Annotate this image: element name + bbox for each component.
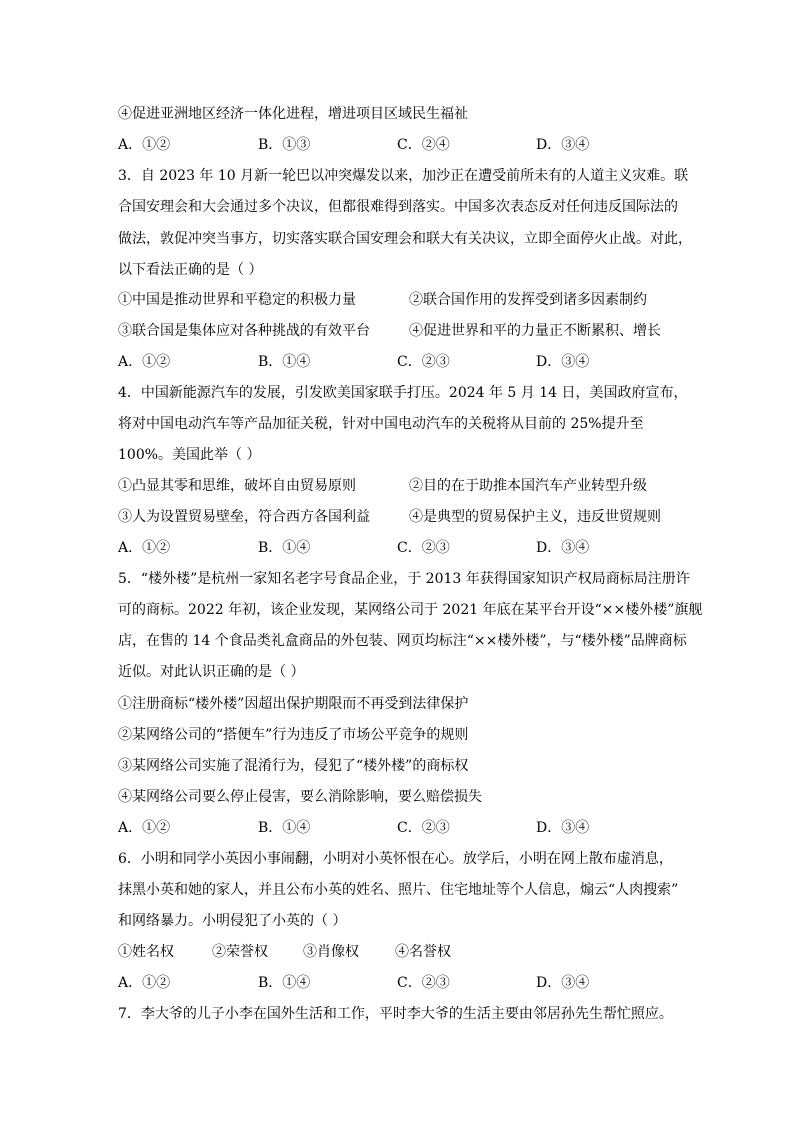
q4-item-2: ②目的在于助推本国汽车产业转型升级 xyxy=(409,478,647,494)
q6-item-4: ④名誉权 xyxy=(395,944,451,960)
q4-stem-line-1: 4．中国新能源汽车的发展，引发欧美国家联手打压。2024 年 5 月 14 日，美国政府宣布， xyxy=(118,385,688,401)
q5-options xyxy=(118,818,678,838)
option-b: B．①④ xyxy=(258,820,311,836)
option-c: C．②③ xyxy=(397,975,450,991)
q6-stem-line-3: 和网络暴力。小明侵犯了小英的（ ） xyxy=(118,913,347,929)
option-a: A．①② xyxy=(118,540,171,556)
option-c: C．②③ xyxy=(397,540,450,556)
option-d: D．③④ xyxy=(536,975,590,991)
option-d: D．③④ xyxy=(536,820,590,836)
option-c: C．②④ xyxy=(397,137,450,153)
option-d: D．③④ xyxy=(536,354,590,370)
q4-item-3: ③人为设置贸易壁垒，符合西方各国利益 xyxy=(118,509,370,525)
q6-options xyxy=(118,973,678,993)
q6-item-1: ①姓名权 xyxy=(118,944,174,960)
q3-stem-line-2: 合国安理会和大会通过多个决议，但都很难得到落实。中国多次表态反对任何违反国际法的 xyxy=(118,199,678,215)
q3-stem-line-4: 以下看法正确的是（ ） xyxy=(118,262,263,278)
q3-item-1: ①中国是推动世界和平稳定的积极力量 xyxy=(118,292,356,308)
q5-item-4: ④某网络公司要么停止侵害，要么消除影响，要么赔偿损失 xyxy=(118,789,482,805)
q3-item-4: ④促进世界和平的力量正不断累积、增长 xyxy=(409,323,661,339)
option-a: A．①② xyxy=(118,820,171,836)
q3-items-row-2 xyxy=(118,321,678,341)
option-c: C．②③ xyxy=(397,354,450,370)
q4-stem-line-3: 100%。美国此举（ ） xyxy=(118,447,261,463)
q7-stem-line-1: 7．李大爷的儿子小李在国外生活和工作，平时李大爷的生活主要由邻居孙先生帮忙照应。 xyxy=(118,1006,673,1022)
q6-stem-line-2: 抹黑小英和她的家人，并且公布小英的姓名、照片、住宅地址等个人信息，煽云“人肉搜索” xyxy=(118,882,679,898)
q3-stem-line-1: 3．自 2023 年 10 月新一轮巴以冲突爆发以来，加沙正在遭受前所未有的人道主义灾难。联 xyxy=(118,168,689,184)
q2-options xyxy=(118,135,678,155)
q6-stem-line-1: 6．小明和同学小英因小事闹翻，小明对小英怀恨在心。放学后，小明在网上散布虚消息， xyxy=(118,851,673,867)
q5-stem-line-4: 近似。对此认识正确的是（ ） xyxy=(118,664,305,680)
q6-item-2: ②荣誉权 xyxy=(212,944,268,960)
option-b: B．①④ xyxy=(258,354,311,370)
option-d: D．③④ xyxy=(536,540,590,556)
q3-item-2: ②联合国作用的发挥受到诸多因素制约 xyxy=(409,292,647,308)
q2-item-4: ④促进亚洲地区经济一体化进程，增进项目区域民生福祉 xyxy=(118,106,468,122)
q3-options xyxy=(118,352,678,372)
q5-item-2: ②某网络公司的“搭便车”行为违反了市场公平竞争的规则 xyxy=(118,727,469,743)
q4-items-row-2 xyxy=(118,507,678,527)
option-c: C．②③ xyxy=(397,820,450,836)
q5-item-1: ①注册商标“楼外楼”因超出保护期限而不再受到法律保护 xyxy=(118,696,469,712)
q4-items-row-1 xyxy=(118,476,678,496)
q5-stem-line-1: 5．“楼外楼”是杭州一家知名老字号食品企业，于 2013 年获得国家知识产权局商标局注册许 xyxy=(118,571,690,587)
q6-items xyxy=(118,942,518,962)
option-a: A．①② xyxy=(118,354,171,370)
option-b: B．①④ xyxy=(258,975,311,991)
option-a: A．①② xyxy=(118,975,171,991)
q4-item-4: ④是典型的贸易保护主义，违反世贸规则 xyxy=(409,509,661,525)
option-d: D．③④ xyxy=(536,137,590,153)
q3-stem-line-3: 做法，敦促冲突当事方，切实落实联合国安理会和联大有关决议，立即全面停火止战。对此， xyxy=(118,231,692,247)
q5-stem-line-3: 店，在售的 14 个食品类礼盒商品的外包装、网页均标注“××楼外楼”，与“楼外楼”品牌商标 xyxy=(118,633,687,649)
q3-item-3: ③联合国是集体应对各种挑战的有效平台 xyxy=(118,323,370,339)
option-a: A．①② xyxy=(118,137,171,153)
q3-items-row-1 xyxy=(118,290,678,310)
q5-item-3: ③某网络公司实施了混淆行为，侵犯了“楼外楼”的商标权 xyxy=(118,758,469,774)
q6-item-3: ③肖像权 xyxy=(303,944,359,960)
option-b: B．①④ xyxy=(258,540,311,556)
option-b: B．①③ xyxy=(258,137,311,153)
q5-stem-line-2: 可的商标。2022 年初，该企业发现，某网络公司于 2021 年底在某平台开设“××楼外楼”旗舰 xyxy=(118,602,703,618)
q4-options xyxy=(118,538,678,558)
q4-stem-line-2: 将对中国电动汽车等产品加征关税，针对中国电动汽车的关税将从目前的 25%提升至 xyxy=(118,416,644,432)
q4-item-1: ①凸显其零和思维，破坏自由贸易原则 xyxy=(118,478,356,494)
